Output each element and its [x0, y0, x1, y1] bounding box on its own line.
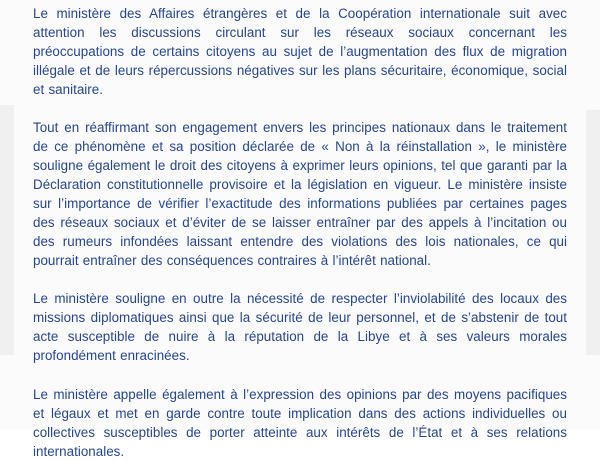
paragraph-1: Le ministère des Affaires étrangères et de la Coopération internationale suit avec attention les discussions circulant sur les réseaux sociaux concernant les préoccupations de certains citoyens au sujet de l’augmentation des flux de migration illégale et de leurs répercussions négatives sur les plans sécuritaire, économique, social et sanitaire. [33, 6, 567, 97]
statement-body [33, 0, 567, 461]
right-decorative-band [586, 110, 600, 355]
paragraph-3: Le ministère souligne en outre la nécessité de respecter l’inviolabilité des locaux des missions diplomatiques ainsi que la sécurité de leur personnel, et de s’abstenir de tout acte susceptible de nuire à la réputation de la Libye et à ses valeurs morales profondément enracinées. [33, 291, 567, 363]
paragraph-2: Tout en réaffirmant son engagement envers les principes nationaux dans le traitement de ce phénomène et sa position déclarée de « Non à la réinstallation », le ministère souligne également le droit des citoyens à exprimer leurs opinions, tel que garanti par la Déclaration constitutionnelle provisoire et la législation en vigueur. Le ministère insiste sur l’importance de vérifier l’exactitude des informations publiées par certaines pages des réseaux sociaux et d’éviter de se laisser entraîner par des appels à l’incitation ou des rumeurs infondées laissant entendre des violations des lois nationales, ce qui pourrait entraîner des conséquences contraires à l’intérêt national. [33, 120, 567, 268]
paragraph-4: Le ministère appelle également à l’expression des opinions par des moyens pacifiques et légaux et met en garde contre toute implication dans des actions individuelles ou collectives susceptibles de porter atteinte aux intérêts de l’État et à ses relations internationales. [33, 387, 567, 459]
left-decorative-band [0, 105, 14, 355]
